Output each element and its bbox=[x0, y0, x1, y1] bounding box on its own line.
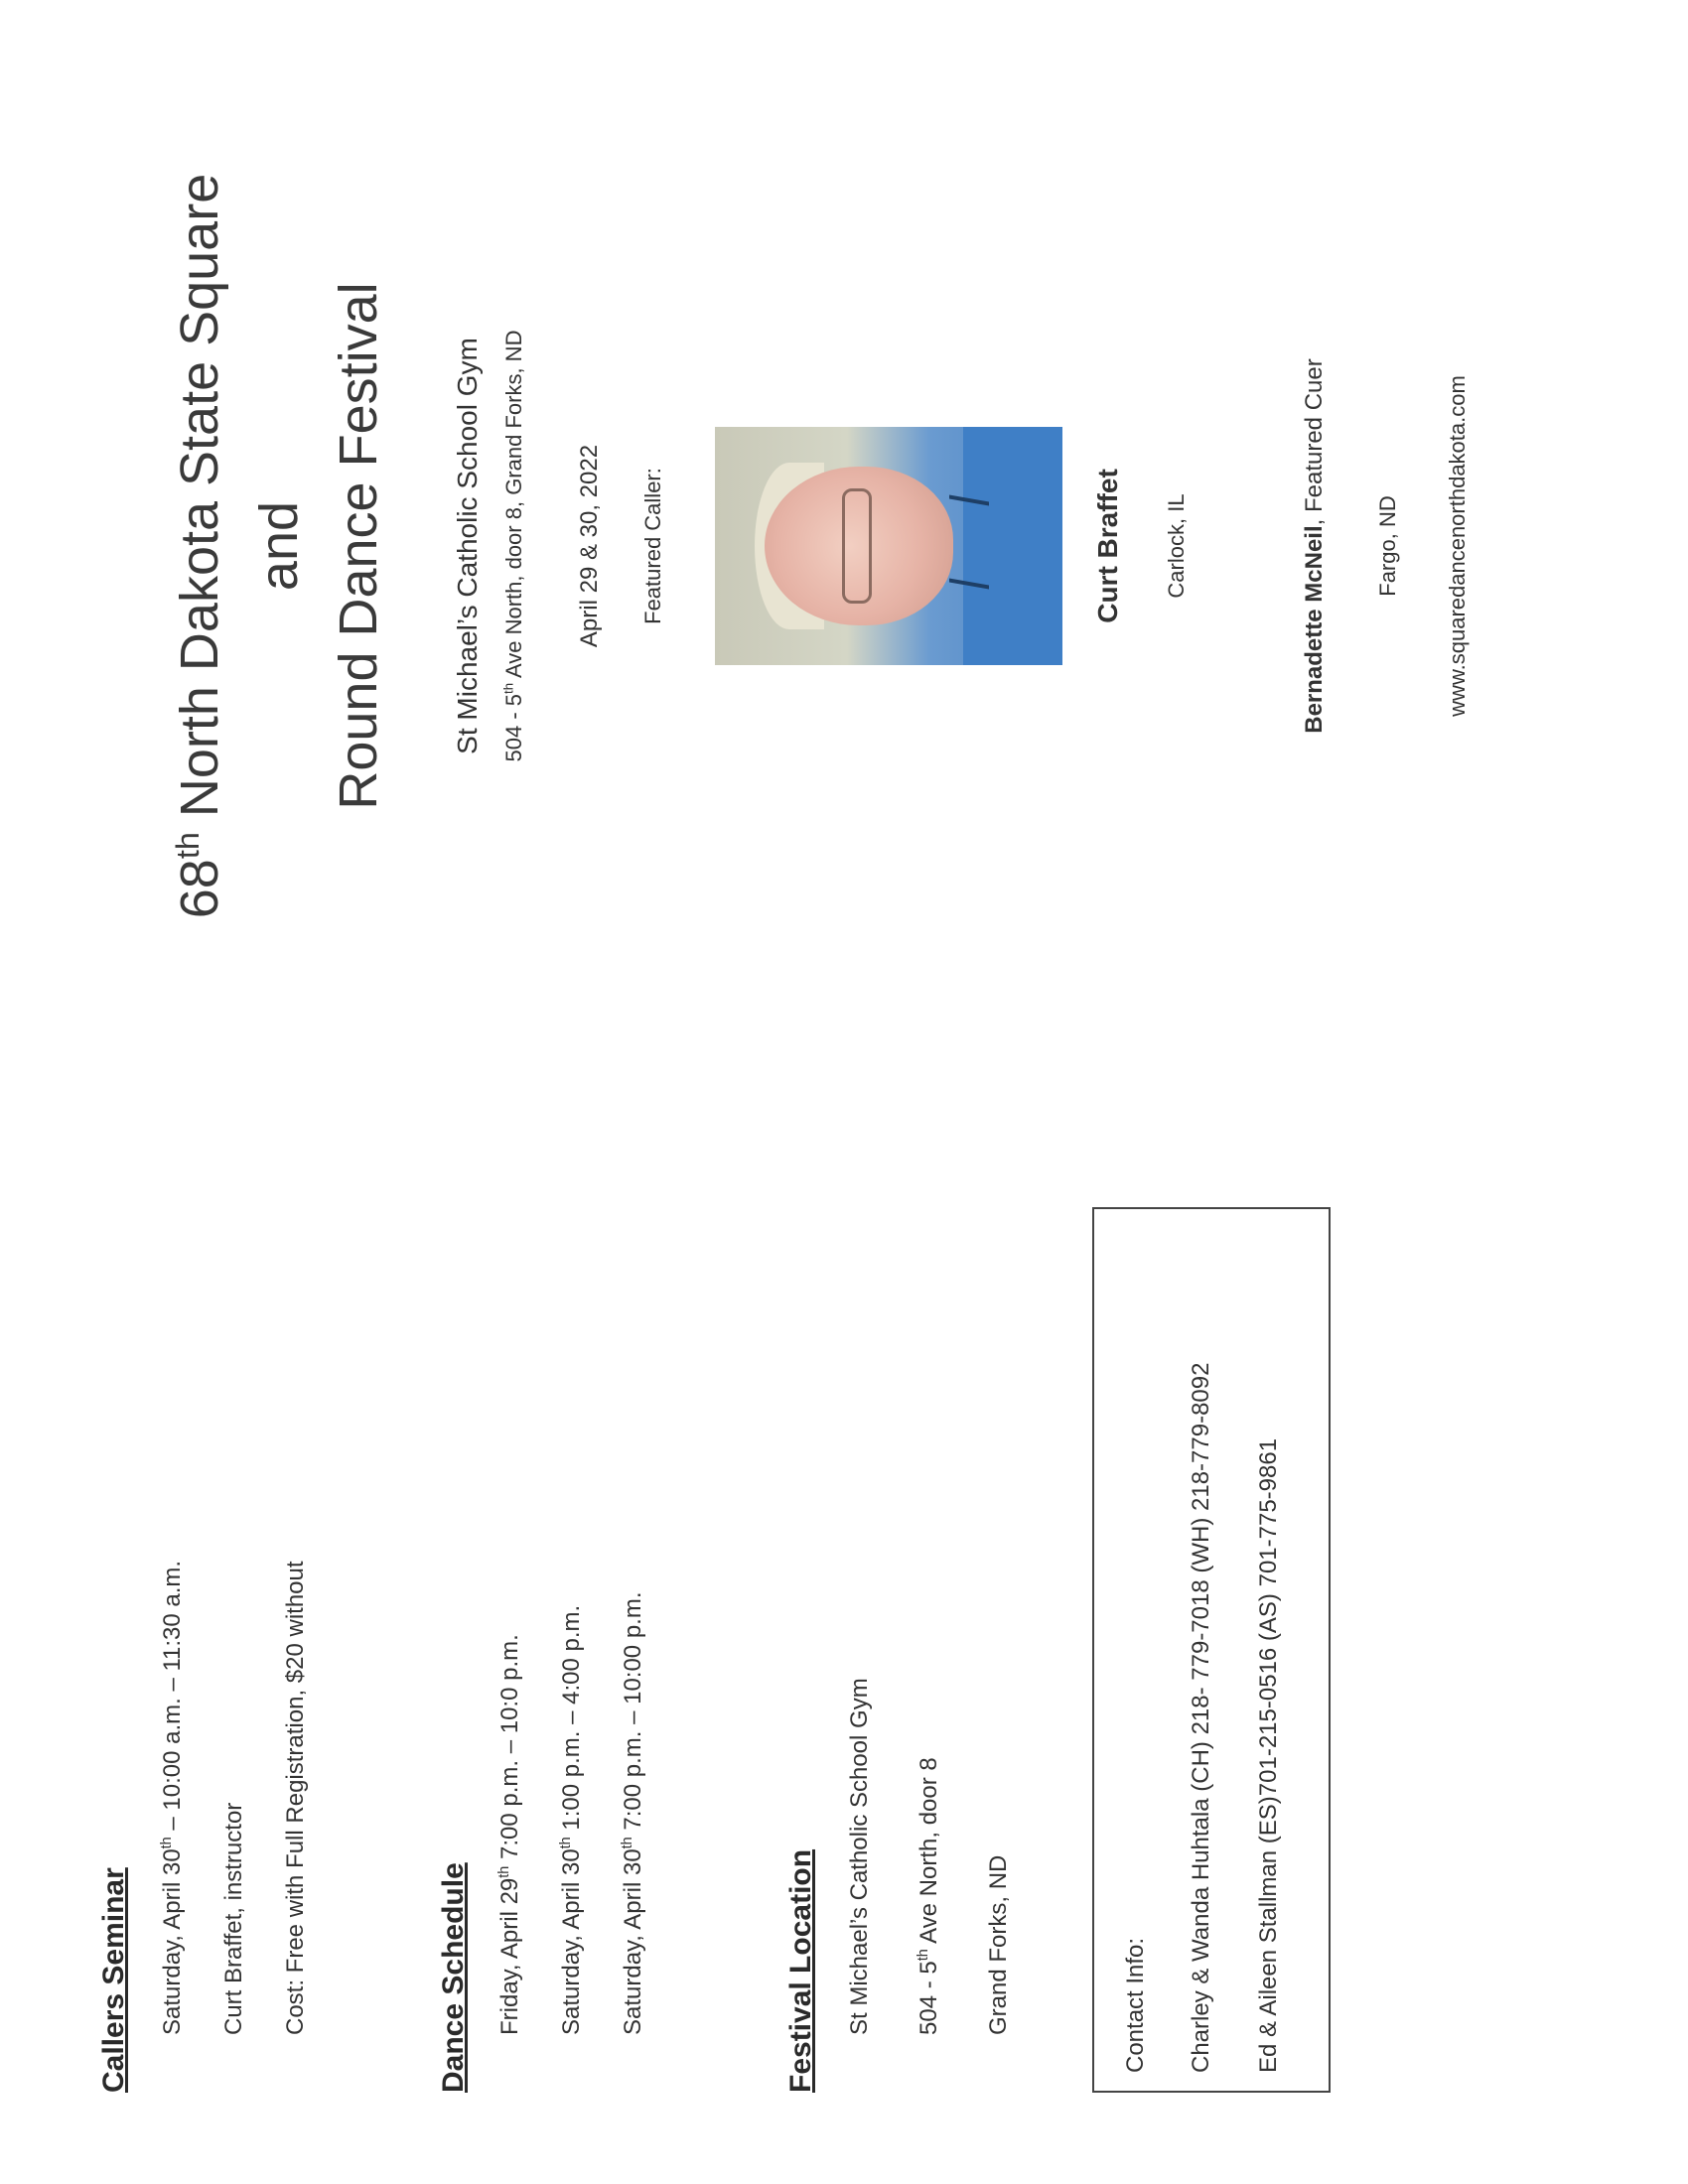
location-venue: St Michael’s Catholic School Gym bbox=[846, 1678, 873, 2035]
cuer-city: Fargo, ND bbox=[1375, 495, 1400, 597]
dance-schedule-heading: Dance Schedule bbox=[437, 1862, 470, 2093]
location-address: 504 - 5th Ave North, door 8 bbox=[915, 1757, 942, 2035]
festival-title-line-3: Round Dance Festival bbox=[329, 282, 388, 810]
festival-location-heading: Festival Location bbox=[784, 1848, 817, 2093]
caller-city: Carlock, IL bbox=[1164, 493, 1189, 599]
contact-info-box bbox=[1092, 1207, 1331, 2093]
event-address: 504 - 5th Ave North, door 8, Grand Forks, ND bbox=[500, 330, 526, 762]
event-venue: St Michael’s Catholic School Gym bbox=[452, 338, 483, 754]
featured-cuer: Bernadette McNeil, Featured Cuer bbox=[1301, 358, 1328, 734]
seminar-instructor: Curt Braffet, instructor bbox=[220, 1802, 247, 2035]
schedule-item-3: Saturday, April 30th 7:00 p.m. – 10:00 p.m. bbox=[620, 1591, 646, 2035]
info-panel bbox=[0, 1092, 1688, 2184]
caller-name: Curt Braffet bbox=[1092, 469, 1123, 623]
location-city: Grand Forks, ND bbox=[985, 1854, 1012, 2035]
seminar-date: Saturday, April 30th – 10:00 a.m. – 11:30 a.m. bbox=[159, 1560, 186, 2035]
festival-title-line-2: and bbox=[249, 500, 309, 592]
contact-label: Contact Info: bbox=[1122, 1937, 1149, 2073]
caller-photo bbox=[715, 427, 1062, 665]
website-link[interactable]: www.squaredancenorthdakota.com bbox=[1445, 375, 1470, 717]
event-dates: April 29 & 30, 2022 bbox=[576, 444, 603, 648]
contact-line-2: Ed & Aileen Stallman (ES)701-215-0516 (AS) 701-775-9861 bbox=[1255, 1437, 1282, 2073]
schedule-item-1: Friday, April 29th 7:00 p.m. – 10:0 p.m. bbox=[496, 1634, 523, 2035]
contact-line-1: Charley & Wanda Huhtala (CH) 218- 779-7018 (WH) 218-779-8092 bbox=[1188, 1362, 1214, 2073]
schedule-item-2: Saturday, April 30th 1:00 p.m. – 4:00 p.m. bbox=[558, 1604, 585, 2035]
seminar-cost: Cost: Free with Full Registration, $20 without bbox=[282, 1561, 309, 2035]
callers-seminar-heading: Callers Seminar bbox=[97, 1867, 130, 2093]
featured-caller-label: Featured Caller: bbox=[640, 468, 665, 624]
festival-title-line-1: 68th North Dakota State Square bbox=[170, 173, 229, 919]
